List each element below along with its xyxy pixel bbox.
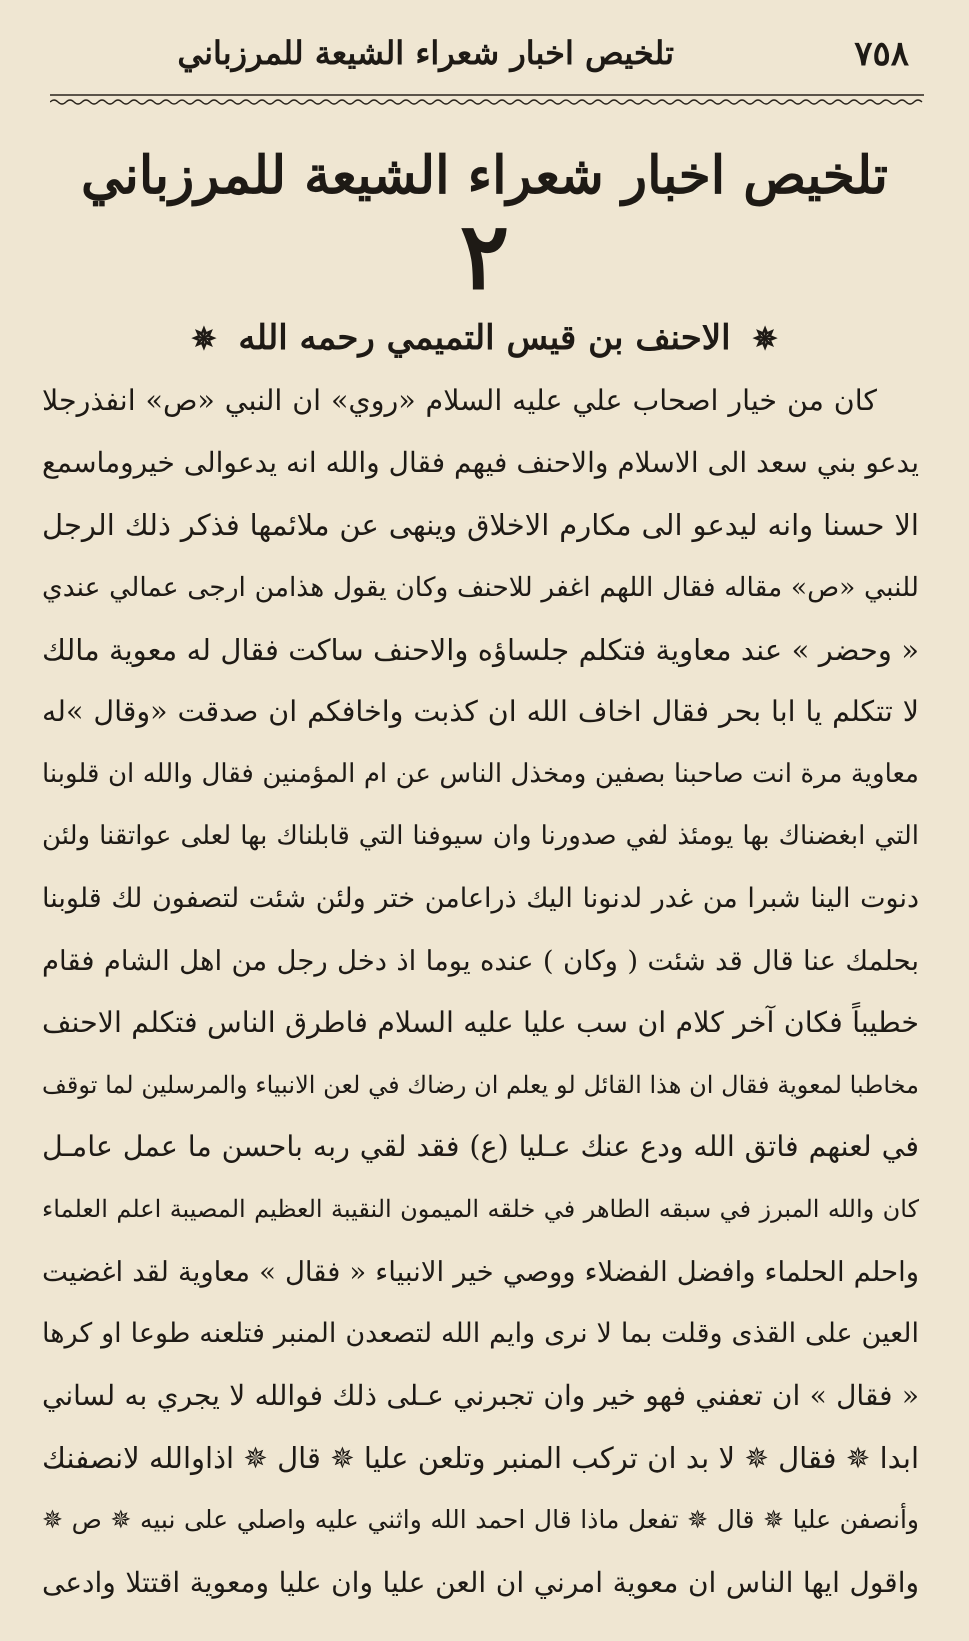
text-line: كان من خيار اصحاب علي عليه السلام «روي» ان النبي «ص» انفذرجلا — [42, 384, 877, 417]
text-line: كان والله المبرز في سبقه الطاهر في خلقه الميمون النقيبة العظيم المصيبة اعلم العلماء — [42, 1195, 919, 1224]
text-line: للنبي «ص» مقاله فقال اللهم اغفر للاحنف وكان يقول هذامن ارجى عمالي عندي — [42, 571, 919, 603]
text-line: معاوية مرة انت صاحبنا بصفين ومخذل الناس عن ام المؤمنين فقال والله ان قلوبنا — [42, 759, 919, 790]
ornament-icon: ✵ — [191, 322, 217, 357]
text-line: « فقال » ان تعفني فهو خير وان تجبرني عـلى ذلك فوالله لا يجري به لساني — [42, 1379, 919, 1412]
text-line: بحلمك عنا قال قد شئت ( وكان ) عنده يوما اذ دخل رجل من اهل الشام فقام — [42, 944, 919, 977]
ornament-icon: ✵ — [752, 322, 778, 357]
text-line: مخاطبا لمعوية فقال ان هذا القائل لو يعلم ان رضاك في لعن الانبياء والمرسلين لما توقف — [42, 1071, 919, 1100]
running-header — [40, 28, 909, 88]
text-line: وأنصفن عليا ✵ قال ✵ تفعل ماذا قال احمد الله واثني عليه واصلي على نبيه ✵ ص ✵ — [42, 1505, 919, 1535]
section-number: ٢ — [459, 202, 510, 310]
body-text — [42, 370, 919, 1614]
text-line: ابدا ✵ فقال ✵ لا بد ان تركب المنبر وتلعن عليا ✵ قال ✵ اذاوالله لانصفنك — [42, 1441, 919, 1476]
running-title: تلخيص اخبار شعراء الشيعة للمرزباني — [177, 34, 674, 72]
page-number: ٧٥٨ — [854, 34, 909, 74]
text-line: الا حسنا وانه ليدعو الى مكارم الاخلاق وينهى عن ملائمها فذكر ذلك الرجل — [42, 508, 919, 543]
section-subtitle — [40, 318, 929, 358]
text-line: واحلم الحلماء وافضل الفضلاء ووصي خير الانبياء « فقال » معاوية لقد اغضيت — [42, 1255, 919, 1288]
text-line: دنوت الينا شبرا من غدر لدنونا اليك ذراعامن ختر ولئن شئت لتصفون لك قلوبنا — [42, 882, 919, 914]
text-line: التي ابغضناك بها يومئذ لفي صدورنا وان سيوفنا التي قابلناك بها لعلى عواتقنا ولئن — [42, 821, 919, 852]
chapter-title: تلخيص اخبار شعراء الشيعة للمرزباني — [81, 145, 888, 206]
wavy-divider — [50, 92, 924, 106]
text-line: خطيباً فكان آخر كلام ان سب عليا عليه السلام فاطرق الناس فتكلم الاحنف — [42, 1005, 919, 1039]
text-line: واقول ايها الناس ان معوية امرني ان العن عليا وان عليا ومعوية اقتتلا وادعى — [42, 1565, 919, 1599]
subtitle-text: الاحنف بن قيس التميمي رحمه الله — [238, 318, 731, 358]
text-line: لا تتكلم يا ابا بحر فقال اخاف الله ان كذبت واخافكم ان صدقت «وقال »له — [42, 694, 919, 728]
text-line: يدعو بني سعد الى الاسلام والاحنف فيهم فقال والله انه يدعوالى خيروماسمع — [42, 446, 919, 480]
text-line: العين على القذى وقلت بما لا نرى وايم الله لتصعدن المنبر فتلعنه طوعا او كرها — [42, 1317, 919, 1349]
text-line: في لعنهم فاتق الله ودع عنك عـليا (ع) فقد لقي ربه باحسن ما عمل عامـل — [42, 1130, 919, 1164]
text-line: « وحضر » عند معاوية فتكلم جلساؤه والاحنف ساكت فقال له معوية مالك — [42, 632, 919, 667]
